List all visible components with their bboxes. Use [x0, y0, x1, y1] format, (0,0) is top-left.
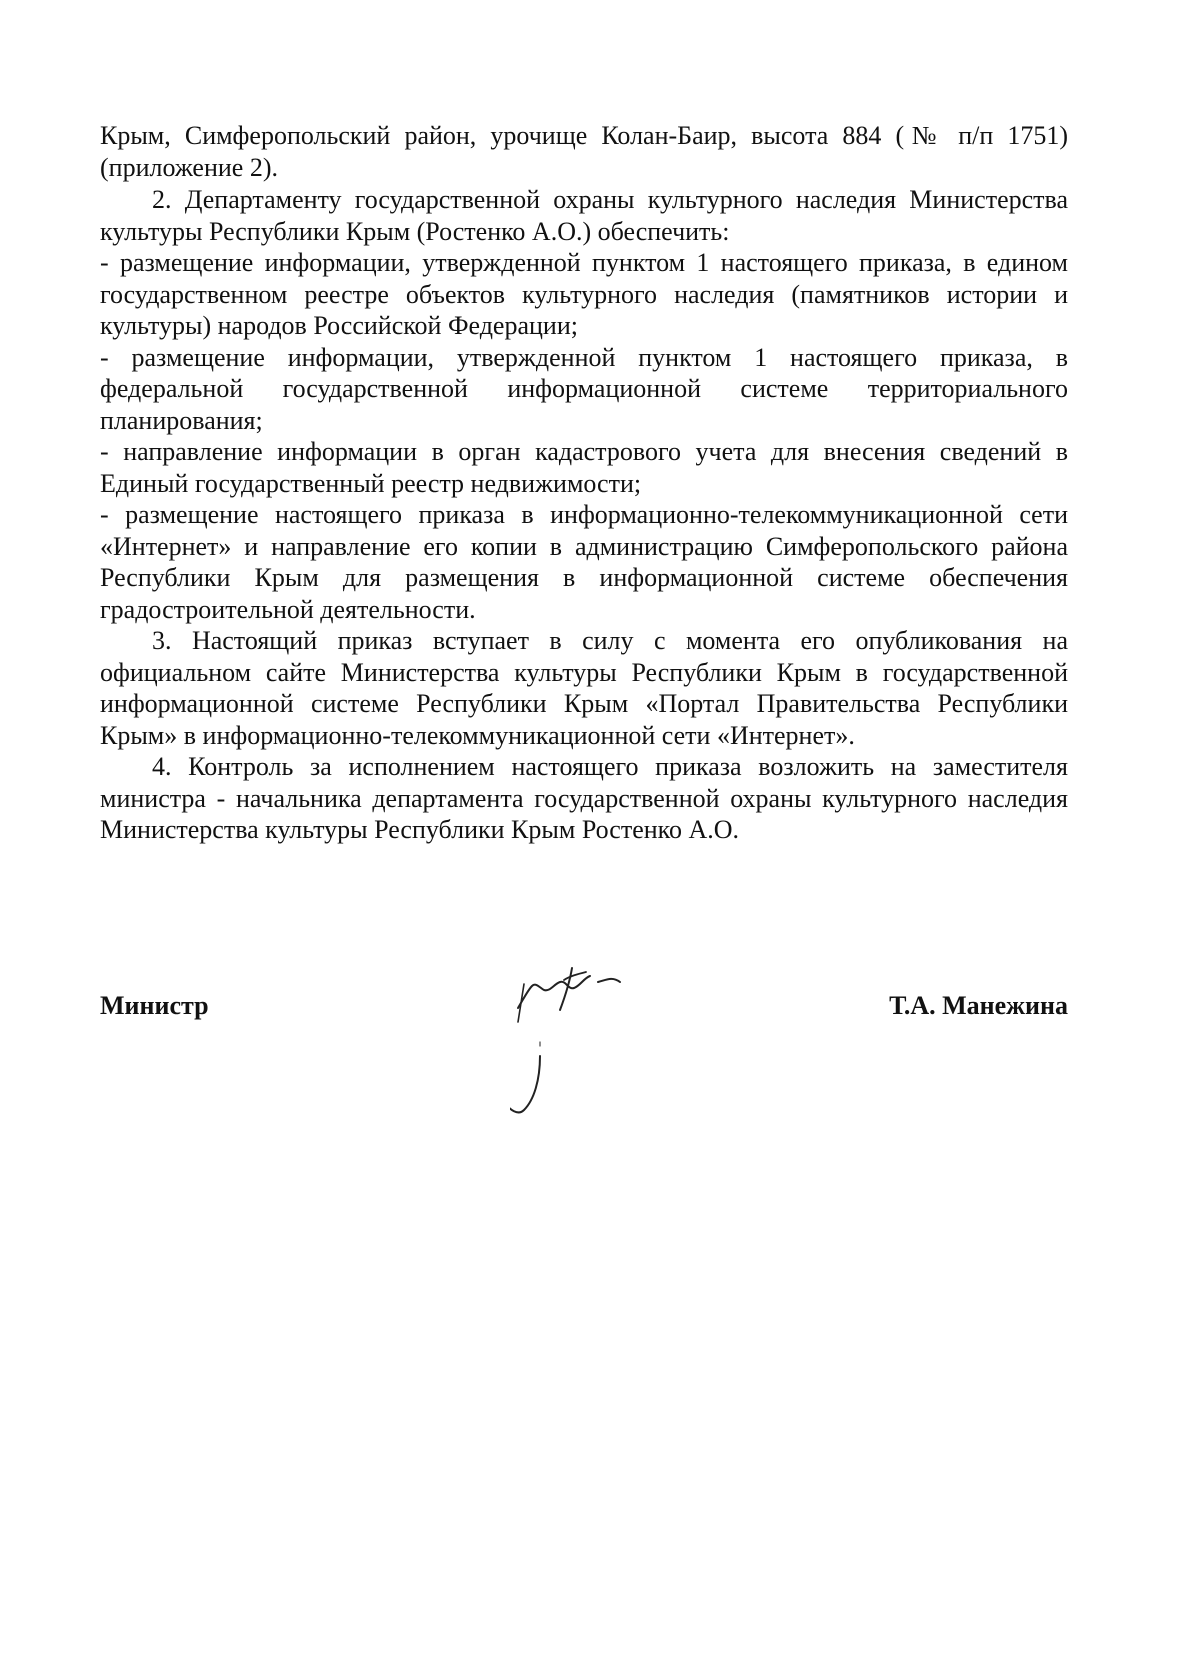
paragraph-item-3: 3. Настоящий приказ вступает в силу с момента его опубликования на официальном сайте Министерства культуры Республики Крым в государственной информационной системе Республики Крым «Портал Правительства Республики Крым» в информационно-телекоммуникационной сети «Интернет». — [100, 626, 1068, 750]
paragraph-bullet-planning: - размещение информации, утвержденной пунктом 1 настоящего приказа, в федеральной государственной информационной системе территориального планирования; — [100, 342, 1068, 435]
signer-position: Министр — [100, 991, 209, 1020]
document-body — [100, 120, 1068, 846]
paragraph-item-4: 4. Контроль за исполнением настоящего приказа возложить на заместителя министра - начальника департамента государственной охраны культурного наследия Министерства культуры Республики Крым Ростенко А.О. — [100, 752, 1068, 844]
signer-name: Т.А. Манежина — [889, 991, 1068, 1020]
paragraph-bullet-internet: - размещение настоящего приказа в информационно-телекоммуникационной сети «Интернет» и направление его копии в администрацию Симферопольского района Республики Крым для размещения в информационной системе обеспечения градостроительной деятельности. — [100, 500, 1068, 624]
paragraph-continuation: Крым, Симферопольский район, урочище Колан-Баир, высота 884 (№ п/п 1751) (приложение 2). — [100, 121, 1068, 182]
handwritten-signature — [510, 960, 660, 1140]
paragraph-bullet-cadastre: - направление информации в орган кадастрового учета для внесения сведений в Единый государственный реестр недвижимости; — [100, 437, 1068, 498]
paragraph-bullet-registry: - размещение информации, утвержденной пунктом 1 настоящего приказа, в едином государственном реестре объектов культурного наследия (памятников истории и культуры) народов Российской Федерации; — [100, 248, 1068, 340]
paragraph-item-2: 2. Департаменту государственной охраны культурного наследия Министерства культуры Республики Крым (Ростенко А.О.) обеспечить: — [100, 185, 1068, 246]
